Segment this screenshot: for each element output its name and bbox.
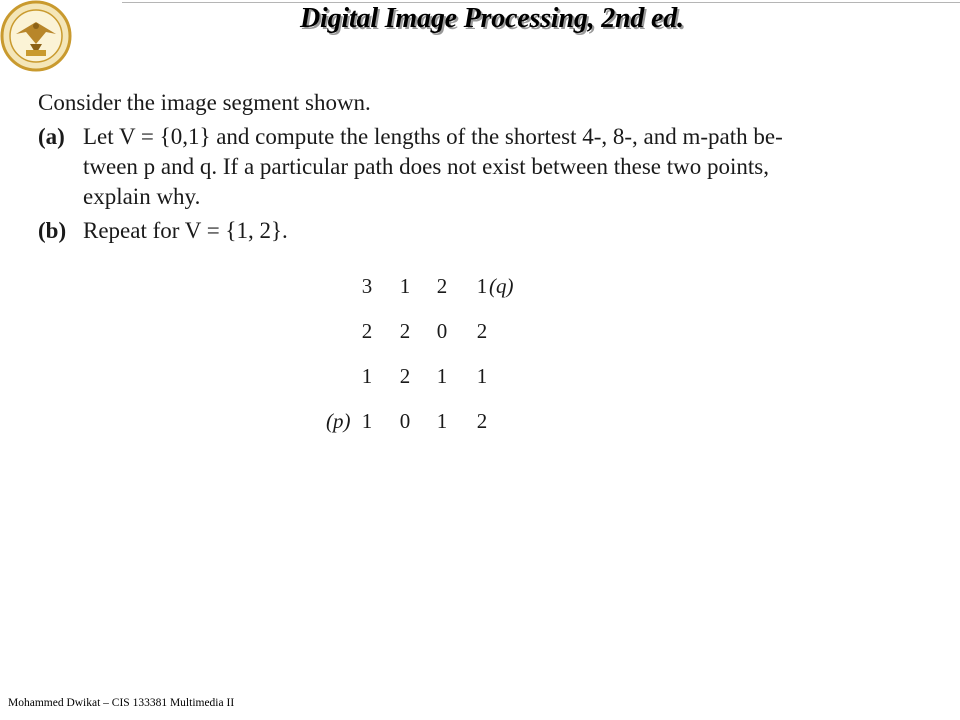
matrix-cell: 2: [399, 319, 411, 343]
university-logo: [0, 0, 72, 72]
matrix-cell: 2: [361, 319, 373, 343]
matrix-cell: 1: [476, 274, 488, 298]
matrix-cell: 2: [436, 274, 448, 298]
p-label: (p): [326, 409, 351, 433]
matrix-cell: 3: [361, 274, 373, 298]
q-label: (q): [489, 274, 514, 298]
part-b-text: Repeat for V = {1, 2}.: [83, 218, 288, 243]
part-b: [38, 216, 898, 246]
part-a-line-2: tween p and q. If a particular path does not exist between these two points,: [83, 154, 769, 179]
problem-text: [38, 88, 898, 246]
matrix-cell: 1: [476, 364, 488, 388]
part-b-label: (b): [38, 218, 67, 243]
part-a-line-3: explain why.: [83, 184, 201, 209]
part-a-line-1: Let V = {0,1} and compute the lengths of the shortest 4-, 8-, and m-path be-: [83, 124, 783, 149]
matrix-cell: 0: [436, 319, 448, 343]
matrix-cell: 1: [361, 364, 373, 388]
matrix-cell: 1: [399, 274, 411, 298]
slide-title: Digital Image Processing, 2nd ed.: [300, 3, 684, 34]
matrix-cell: 1: [436, 409, 448, 433]
matrix-cell: 1: [436, 364, 448, 388]
matrix-cell: 2: [476, 409, 488, 433]
part-a: [38, 122, 898, 212]
matrix-cell: 1: [361, 409, 373, 433]
problem-intro: Consider the image segment shown.: [38, 90, 371, 115]
matrix-cell: 0: [399, 409, 411, 433]
matrix-cell: 2: [399, 364, 411, 388]
part-a-label: (a): [38, 124, 65, 149]
slide-footer: Mohammed Dwikat – CIS 133381 Multimedia II: [8, 697, 235, 709]
matrix-cell: 2: [476, 319, 488, 343]
